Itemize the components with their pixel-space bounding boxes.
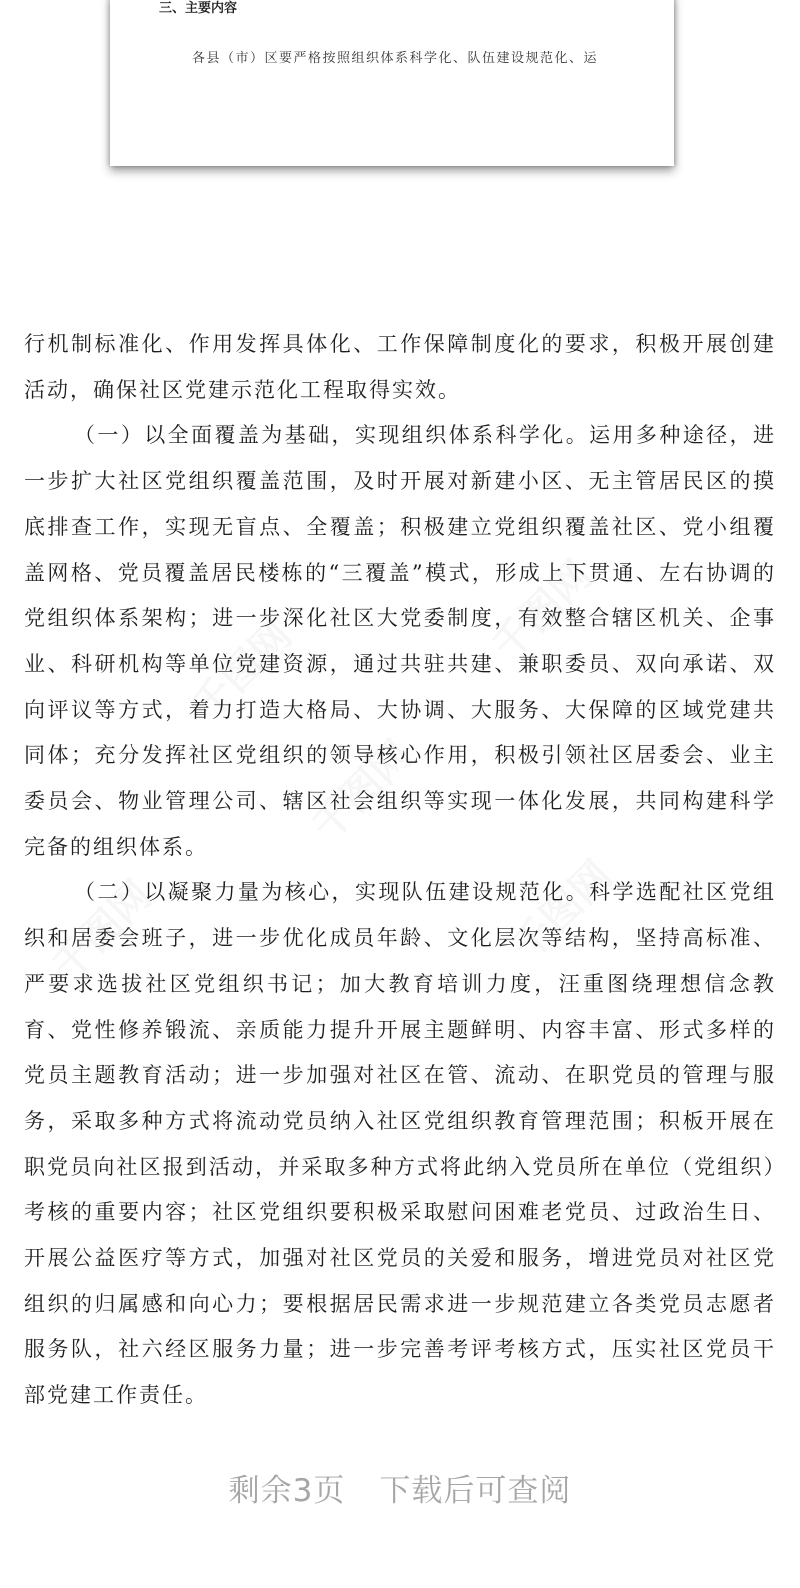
- paragraph-continuation: 行机制标准化、作用发挥具体化、工作保障制度化的要求，积极开展创建活动，确保社区党建示范化工程取得实效。: [24, 332, 776, 402]
- section-heading: 三、主要内容: [159, 1, 238, 16]
- download-prompt[interactable]: [0, 1470, 800, 1512]
- paragraph-section-one: （一）以全面覆盖为基础，实现组织体系科学化。运用多种途径，进一步扩大社区党组织覆盖范围，及时开展对新建小区、无主管居民区的摸底排查工作，实现无盲点、全覆盖；积极建立党组织覆盖社区、党小组覆盖网格、党员覆盖居民楼栋的“三覆盖”模式，形成上下贯通、左右协调的党组织体系架构；进一步深化社区大党委制度，有效整合辖区机关、企事业、科研机构等单位党建资源，通过共驻共建、兼职委员、双向承诺、双向评议等方式，着力打造大格局、大协调、大服务、大保障的区域党建共同体；充分发挥社区党组织的领导核心作用，积极引领社区居委会、业主委员会、物业管理公司、辖区社会组织等实现一体化发展，共同构建科学完备的组织体系。: [24, 423, 776, 859]
- remaining-pages-label: 剩余3页: [228, 1473, 346, 1509]
- download-hint-label: 下载后可查阅: [379, 1473, 572, 1509]
- document-body: [24, 322, 776, 1419]
- document-preview-card: [110, 0, 674, 166]
- section-first-line: 各县（市）区要严格按照组织体系科学化、队伍建设规范化、运: [192, 51, 599, 66]
- paragraph-section-two: （二）以凝聚力量为核心，实现队伍建设规范化。科学选配社区党组织和居委会班子，进一步优化成员年龄、文化层次等结构，坚持高标准、严要求选拔社区党组织书记；加大教育培训力度，汪重图绕理想信念教育、党性修养锻流、亲质能力提升开展主题鲜明、内容丰富、形式多样的党员主题教育活动；进一步加强对社区在管、流动、在职党员的管理与服务，采取多种方式将流动党员纳入社区党组织教育管理范围；积板开展在职党员向社区报到活动，并采取多种方式将此纳入党员所在单位（党组织）考核的重要内容；社区党组织要积极采取慰问困难老党员、过政治生日、开展公益医疗等方式，加强对社区党员的关爱和服务，增进党员对社区党组织的归属感和向心力；要根据居民需求进一步规范建立各类党员志愿者服务队，社六经区服务力量；进一步完善考评考核方式，压实社区党员干部党建工作责任。: [24, 880, 776, 1408]
